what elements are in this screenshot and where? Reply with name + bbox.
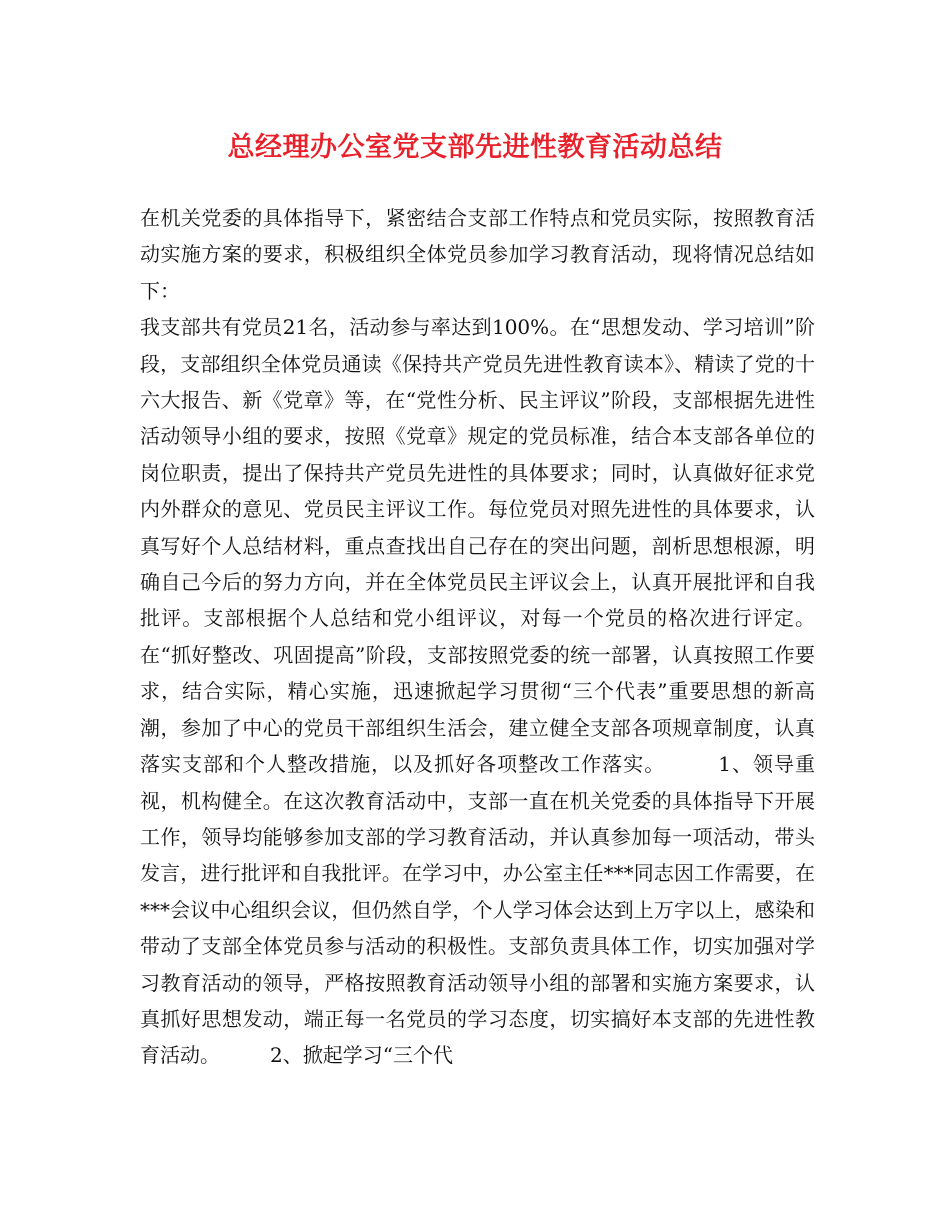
document-body [140,200,815,1074]
intro-paragraph: 在机关党委的具体指导下，紧密结合支部工作特点和党员实际，按照教育活动实施方案的要求，积极组织全体党员参加学习教育活动，现将情况总结如下： [140,206,815,303]
main-paragraph: 我支部共有党员21名，活动参与率达到100%。在“思想发动、学习培训”阶段，支部组织全体党员通读《保持共产党员先进性教育读本》、精读了党的十六大报告、新《党章》等，在“党性分析、民主评议”阶段，支部根据先进性活动领导小组的要求，按照《党章》规定的党员标准，结合本支部各单位的岗位职责，提出了保持共产党员先进性的具体要求；同时，认真做好征求党内外群众的意见、党员民主评议工作。每位党员对照先进性的具体要求，认真写好个人总结材料，重点查找出自己存在的突出问题，剖析思想根源，明确自己今后的努力方向，并在全体党员民主评议会上，认真开展批评和自我批评。支部根据个人总结和党小组评议，对每一个党员的格次进行评定。在“抓好整改、巩固提高”阶段，支部按照党委的统一部署，认真按照工作要求，结合实际，精心实施，迅速掀起学习贯彻“三个代表”重要思想的新高潮，参加了中心的党员干部组织生活会，建立健全支部各项规章制度，认真落实支部和个人整改措施，以及抓好各项整改工作落实。 1、领导重视，机构健全。在这次教育活动中，支部一直在机关党委的具体指导下开展工作，领导均能够参加支部的学习教育活动，并认真参加每一项活动，带头发言，进行批评和自我批评。在学习中，办公室主任***同志因工作需要，在***会议中心组织会议，但仍然自学，个人学习体会达到上万字以上，感染和带动了支部全体党员参与活动的积极性。支部负责具体工作，切实加强对学习教育活动的领导，严格按照教育活动领导小组的部署和实施方案要求，认真抓好思想发动，端正每一名党员的学习态度，切实搞好本支部的先进性教育活动。 2、掀起学习“三个代 [140,315,815,1068]
document-title: 总经理办公室党支部先进性教育活动总结 [227,132,723,163]
